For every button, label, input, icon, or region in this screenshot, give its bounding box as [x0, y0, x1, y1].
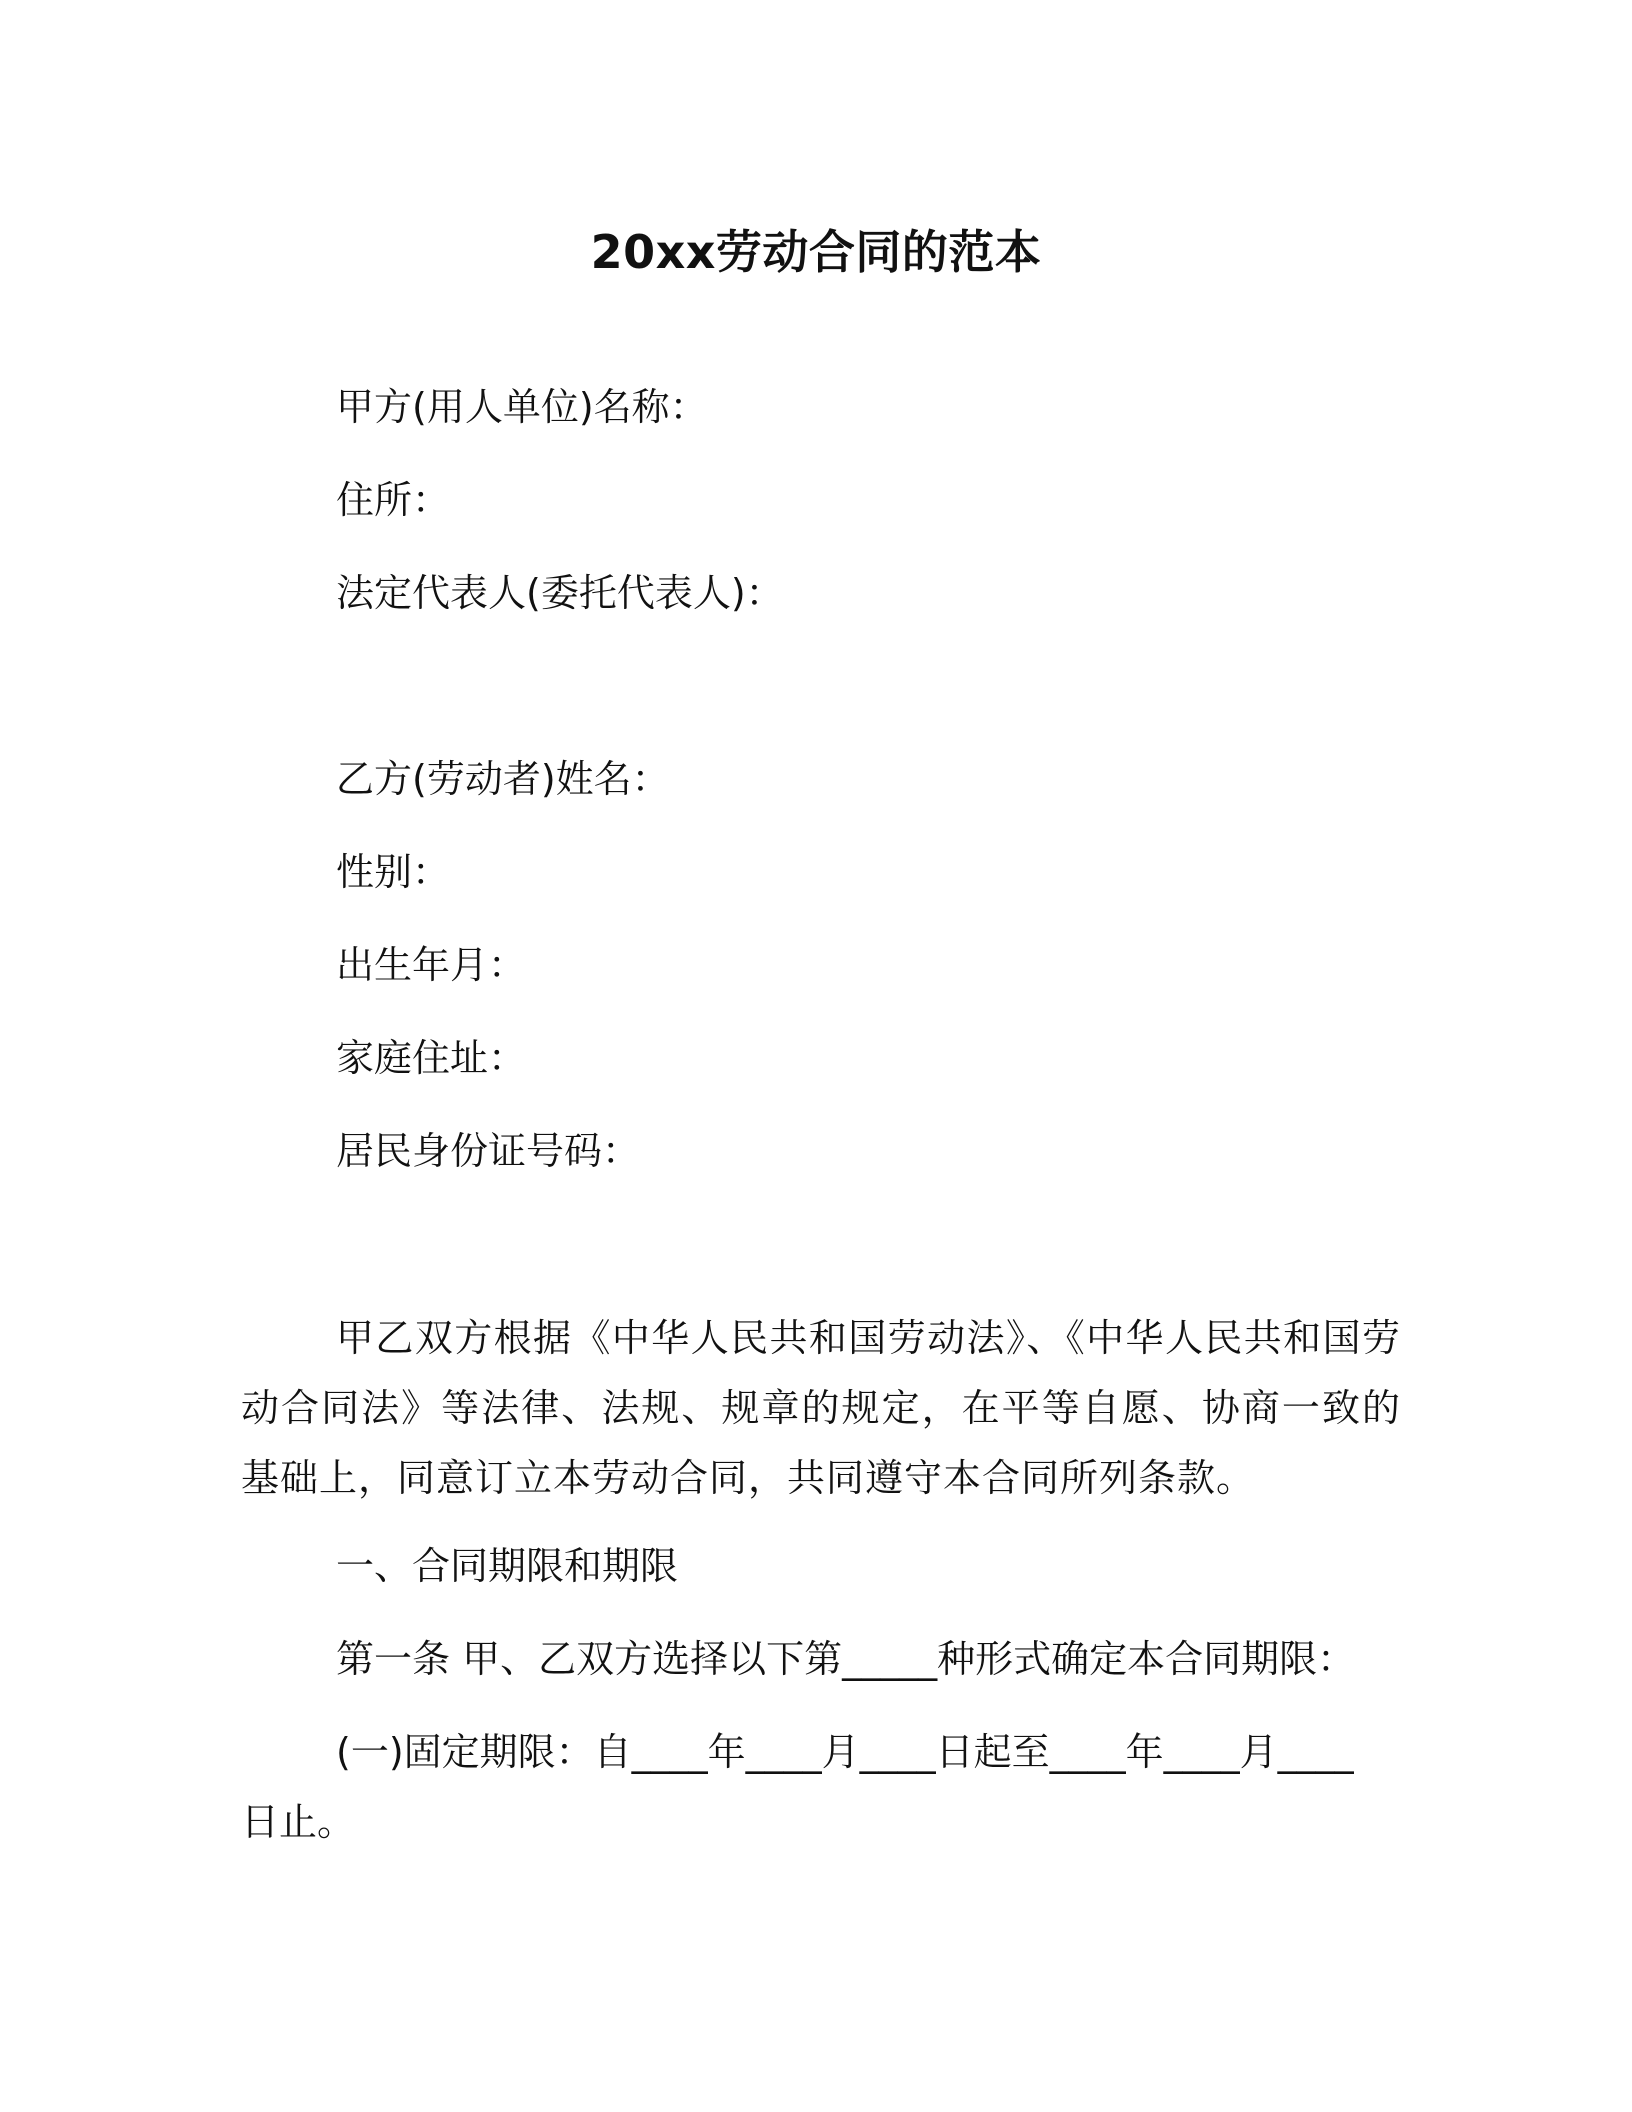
- fixed-term-line-end: 日止。: [241, 1800, 356, 1844]
- preamble-paragraph: 甲乙双方根据《中华人民共和国劳动法》、《中华人民共和国劳动合同法》等法律、法规、规章的规定，在平等自愿、协商一致的基础上，同意订立本劳动合同，共同遵守本合同所列条款。: [241, 1316, 1401, 1500]
- article-1-text: 第一条 甲、乙双方选择以下第_____种形式确定本合同期限：: [336, 1637, 1356, 1681]
- party-b-name-label: 乙方(劳动者)姓名：: [336, 757, 670, 801]
- party-a-name-label: 甲方(用人单位)名称：: [336, 385, 708, 429]
- party-b-gender-label: 性别：: [336, 850, 451, 894]
- party-b-id-label: 居民身份证号码：: [336, 1129, 641, 1173]
- fixed-term-line: (一)固定期限：自____年____月____日起至____年____月____: [336, 1730, 1354, 1774]
- party-a-address-label: 住所：: [336, 478, 451, 522]
- section-1-heading: 一、合同期限和期限: [336, 1544, 679, 1588]
- party-b-home-address-label: 家庭住址：: [336, 1036, 527, 1080]
- document-title: 20xx劳动合同的范本: [590, 225, 1042, 279]
- party-b-birth-label: 出生年月：: [336, 943, 527, 987]
- party-a-representative-label: 法定代表人(委托代表人)：: [336, 571, 784, 615]
